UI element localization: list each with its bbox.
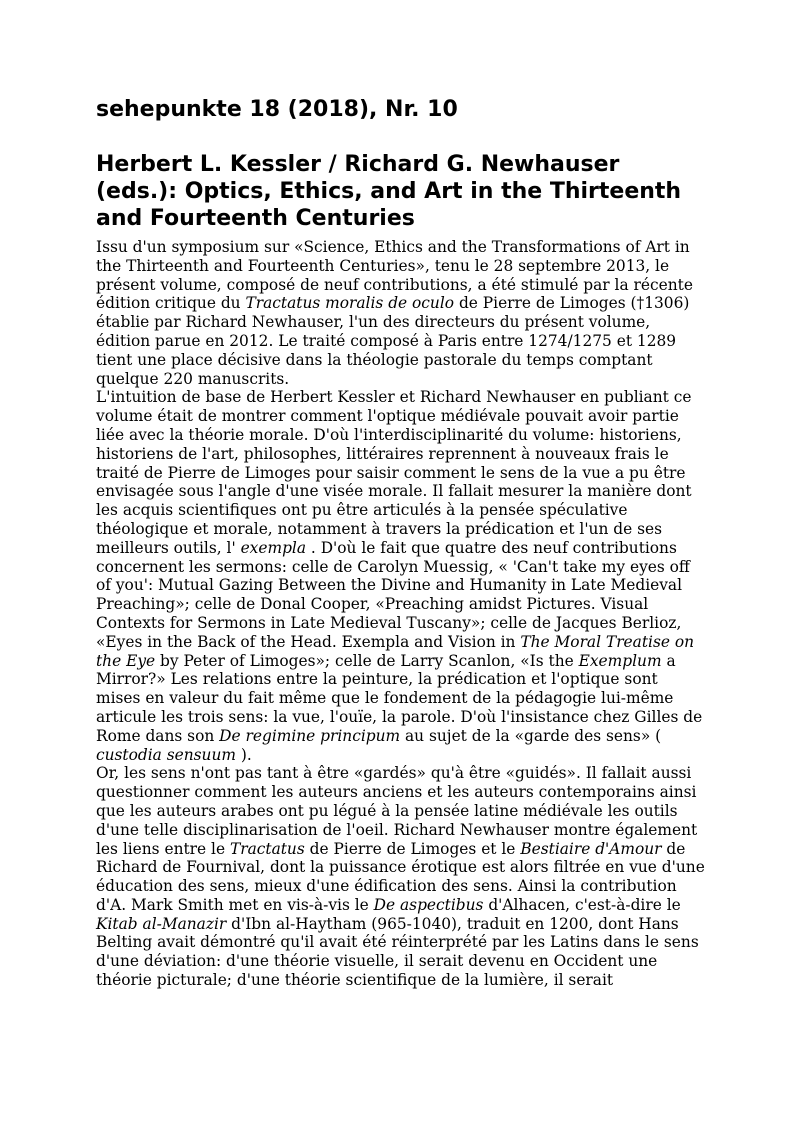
italic-text: Tractatus (229, 839, 305, 858)
italic-text: Kitab al-Manazir (96, 914, 227, 933)
text-run: Issu d'un symposium sur «Science, Ethics and the Transformations of Art in the Thirteenth and Fourteenth Centuries», tenu le 28 septembre 2013, le présent volume, composé de neuf contributions, a été stimulé par la récente édition critique du (96, 238, 693, 313)
text-run: de Pierre de Limoges et le (304, 839, 521, 858)
text-run: ). (235, 745, 252, 764)
italic-text: Exemplum (578, 651, 662, 670)
text-run: L'intuition de base de Herbert Kessler et Richard Newhauser en publiant ce volume était de montrer comment l'optique médiévale pouvait avoir partie liée avec la théorie morale. D'où l'interdisciplinarité du volume: historiens, historiens de l'art, philosophes, littéraires reprennent à nouveaux frais le traité de Pierre de Limoges pour saisir comment le sens de la vue a pu être envisagée sous l'angle d'une visée morale. Il fallait mesurer la manière dont les acquis scientifiques ont pu être articulés à la pensée spéculative théologique et morale, notamment à travers la prédication et l'un de ses meilleurs outils, l' (96, 388, 692, 557)
paragraph (96, 238, 706, 388)
text-run: d'Ibn al-Haytham (965-1040), traduit en 1200, dont Hans Belting avait démontré qu'il avait été réinterprété par les Latins dans le sens d'une déviation: d'une théorie visuelle, il serait devenu en Occident une théorie picturale; d'une théorie scientifique de la lumière, il serait (96, 914, 699, 990)
journal-heading: sehepunkte 18 (2018), Nr. 10 (96, 97, 458, 122)
italic-text: De aspectibus (373, 895, 484, 914)
italic-text: Bestiaire d'Amour (520, 839, 662, 858)
text-run: de Pierre de Limoges (†1306) établie par Richard Newhauser, l'un des directeurs du présent volume, édition parue en 2012. Le traité composé à Paris entre 1274/1275 et 1289 tient une place décisive dans la théologie pastorale du temps comptant quelque 220 manuscrits. (96, 294, 690, 388)
review-body (96, 238, 706, 990)
italic-text: De regimine principum (219, 726, 401, 745)
italic-text: Tractatus moralis de oculo (245, 294, 455, 313)
italic-text: custodia sensuum (96, 745, 236, 764)
text-run: de Richard de Fournival, dont la puissance érotique est alors filtrée en vue d'une éducation des sens, mieux d'une édification des sens. Ainsi la contribution d'A. Mark Smith met en vis-à-vis le (96, 839, 705, 914)
paragraph (96, 388, 706, 764)
text-run: a Mirror?» Les relations entre la peinture, la prédication et l'optique sont mises en valeur du fait même que le fondement de la pédagogie lui-même articule les trois sens: la vue, l'ouïe, la parole. D'où l'insistance chez Gilles de Rome dans son (96, 651, 703, 745)
text-run: . D'où le fait que quatre des neuf contributions concernent les sermons: celle de Carolyn Muessig, « 'Can't take my eyes off of you': Mutual Gazing Between the Divine and Humanity in Late Medieval Preaching»; celle de Donal Cooper, «Preaching amidst Pictures. Visual Contexts for Sermons in Late Medieval Tuscany»; celle de Jacques Berlioz, «Eyes in the Back of the Head. Exempla and Vision in (96, 538, 690, 651)
paragraph (96, 764, 706, 990)
document-page (96, 95, 706, 990)
italic-text: exempla (240, 538, 307, 557)
text-run: d'Alhacen, c'est-à-dire le (483, 895, 681, 914)
review-title: Herbert L. Kessler / Richard G. Newhauser (eds.): Optics, Ethics, and Art in the Thirteenth and Fourteenth Centuries (96, 152, 682, 231)
italic-text: The Moral Treatise on the Eye (96, 632, 695, 670)
text-run: Or, les sens n'ont pas tant à être «gardés» qu'à être «guidés». Il fallait aussi questionner comment les auteurs anciens et les auteurs contemporains ainsi que les auteurs arabes ont pu légué à la pensée latine médiévale les outils d'une telle disciplinarisation de l'oeil. Richard Newhauser montre également les liens entre le (96, 764, 698, 858)
text-run: au sujet de la «garde des sens» ( (400, 726, 662, 745)
text-run: by Peter of Limoges»; celle de Larry Scanlon, «Is the (155, 651, 579, 670)
